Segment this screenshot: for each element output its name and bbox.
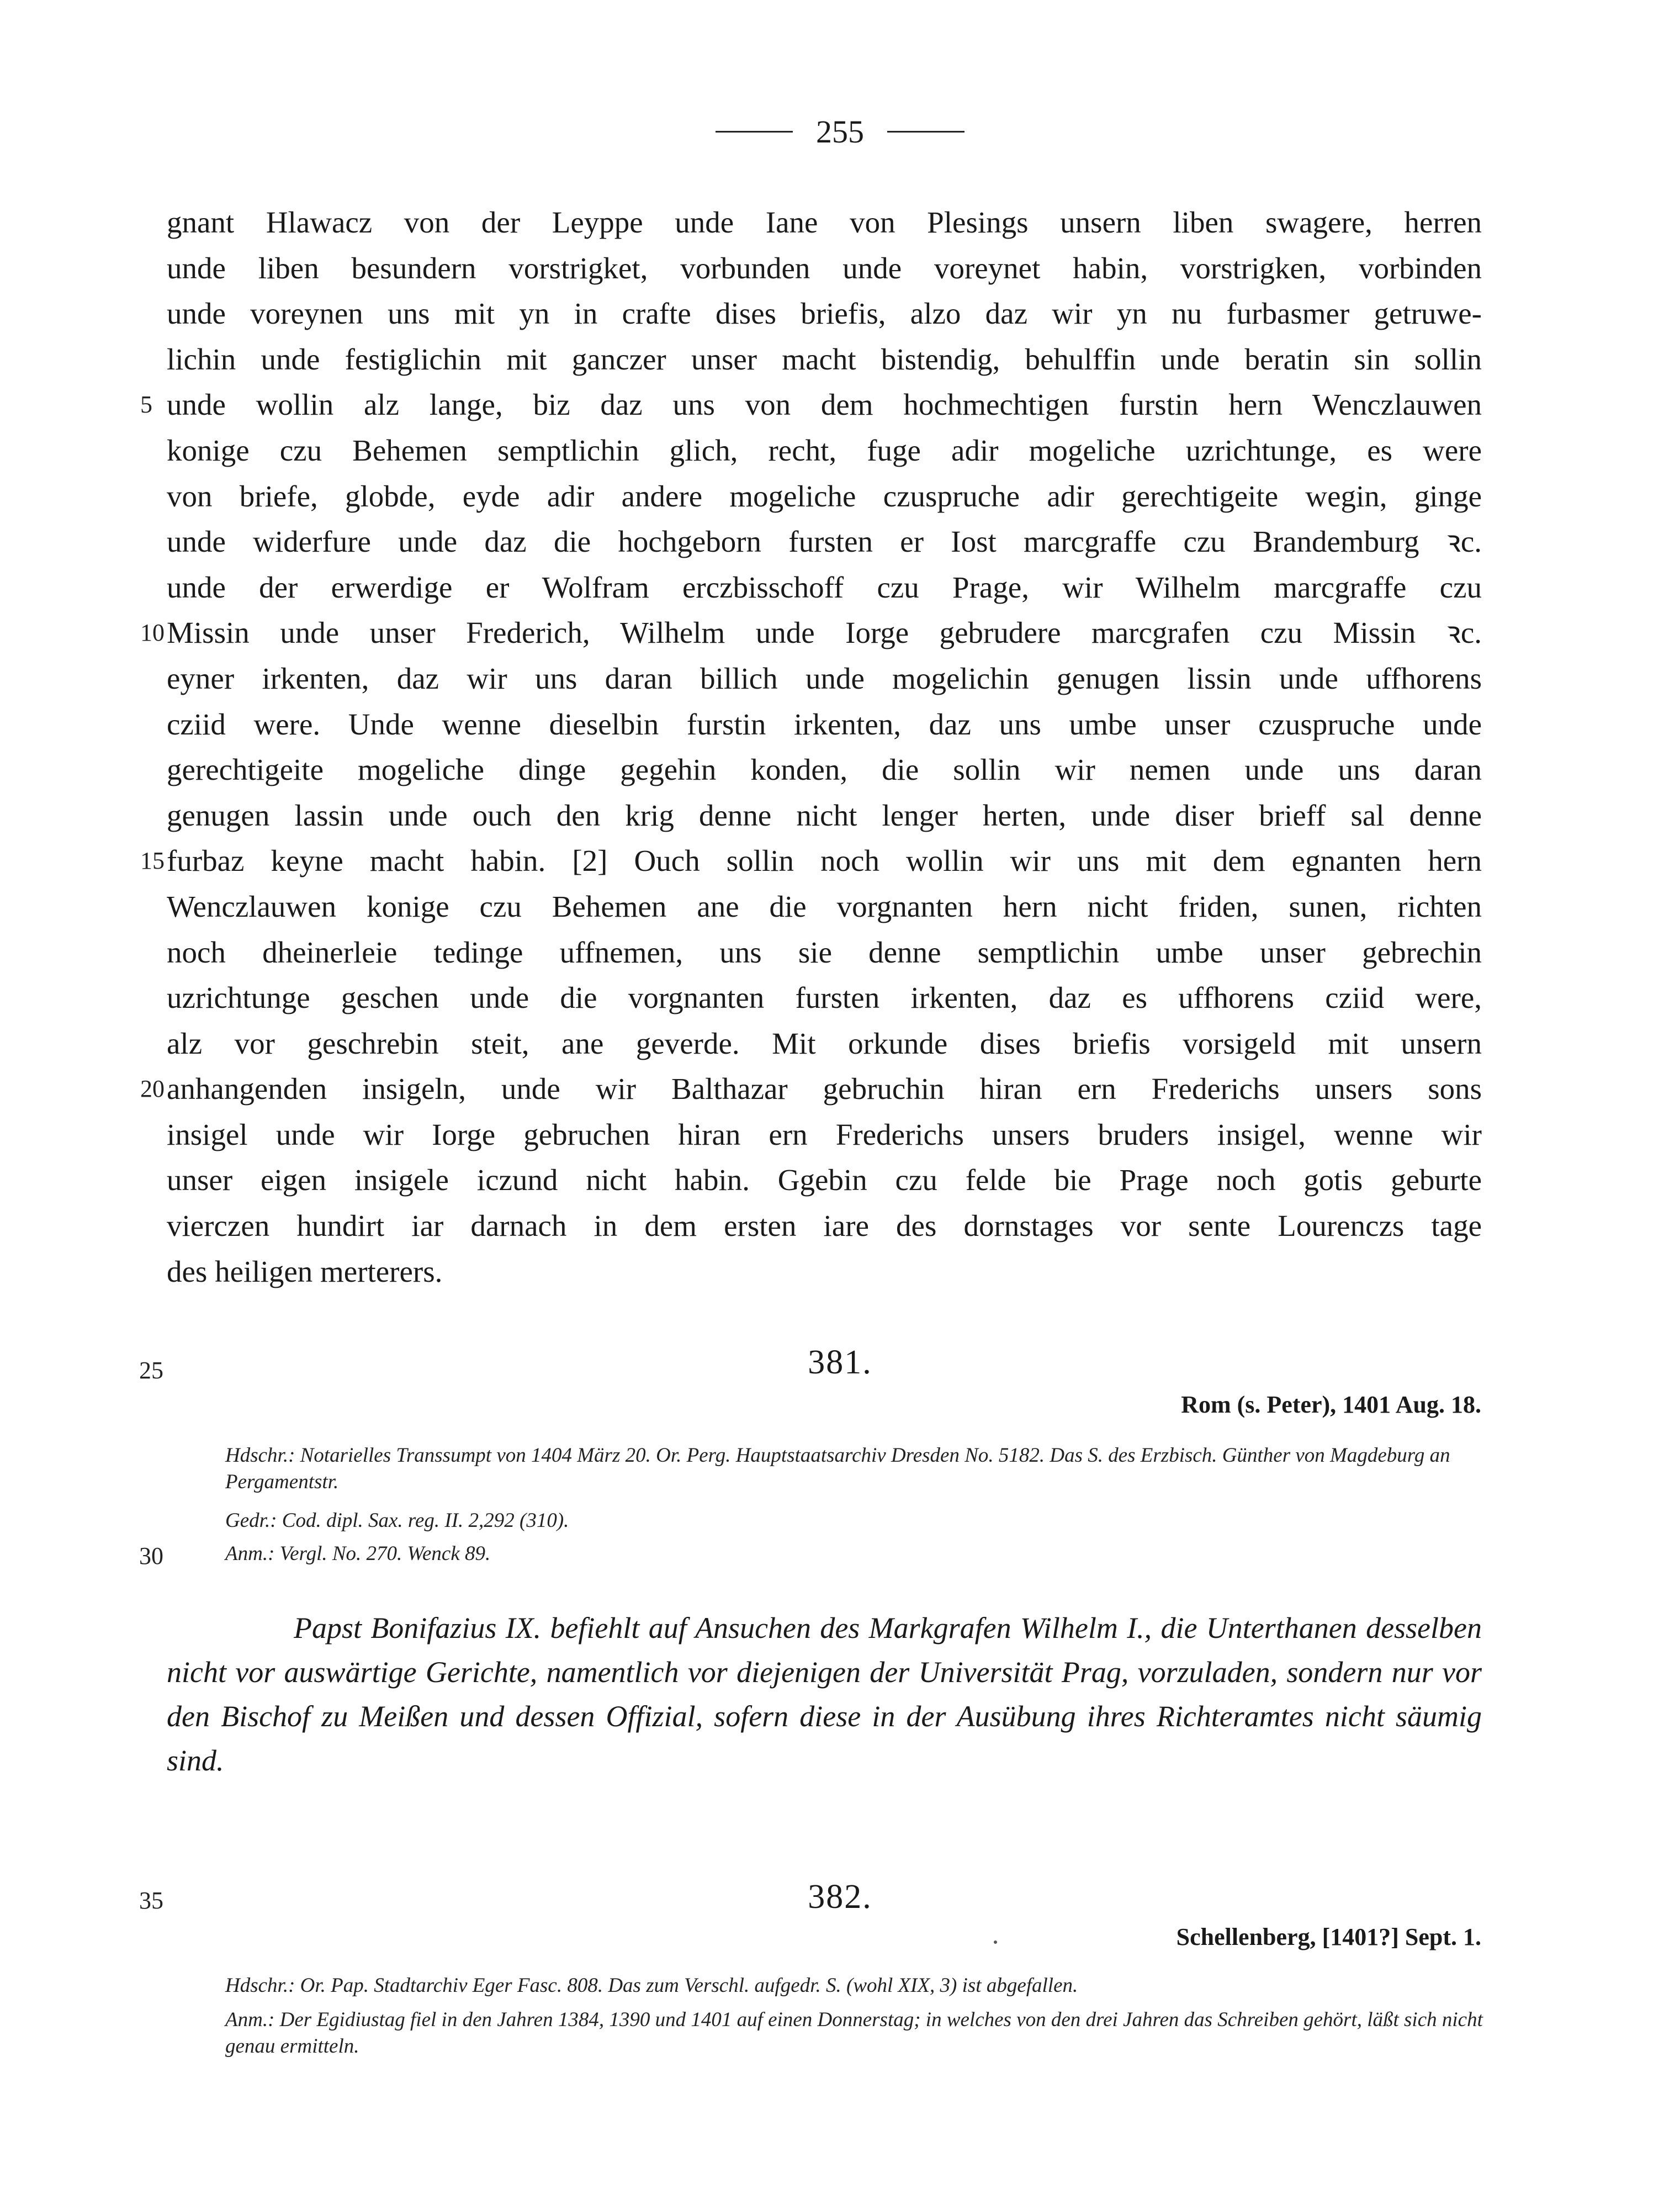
text-line — [140, 838, 1482, 884]
text-line-content: uzrichtunge geschen unde die vorgnanten fursten irkenten, daz es uffhorens cziid were, — [167, 981, 1482, 1015]
line-number: 15 — [140, 847, 165, 875]
text-line-content: gerechtigeite mogeliche dinge gegehin konden, die sollin wir nemen unde uns daran — [167, 753, 1482, 787]
header-rule-right — [887, 131, 964, 133]
line-number: 10 — [140, 619, 165, 647]
text-line — [167, 291, 1482, 337]
text-line-content: genugen lassin unde ouch den krig denne nicht lenger herten, unde diser brieff sal denne — [167, 798, 1482, 832]
manuscript-note-382: Hdschr.: Or. Pap. Stadtarchiv Eger Fasc. 808. Das zum Verschl. aufgedr. S. (wohl XIX, 3) ist abgefallen. — [225, 1974, 1078, 1997]
line-number: 5 — [140, 391, 152, 419]
text-line-content: anhangenden insigeln, unde wir Balthazar gebruchin hiran ern Frederichs unsers sons — [167, 1072, 1482, 1106]
text-line — [167, 702, 1482, 748]
text-line-content: Wenczlauwen konige czu Behemen ane die vorgnanten hern nicht friden, sunen, richten — [167, 889, 1482, 923]
place-date-381: Rom (s. Peter), 1401 Aug. 18. — [1181, 1391, 1481, 1418]
text-line — [167, 565, 1482, 611]
text-line — [167, 1112, 1482, 1158]
text-line-content: unser eigen insigele iczund nicht habin. Ggebin czu felde bie Prage noch gotis geburte — [167, 1163, 1482, 1197]
text-line-content: gnant Hlawacz von der Leyppe unde Iane von Plesings unsern liben swagere, herren — [167, 205, 1482, 239]
text-line — [167, 337, 1482, 383]
text-line — [140, 610, 1482, 656]
text-line-content: unde widerfure unde daz die hochgeborn fursten er Iost marcgraffe czu Brandemburg ꝛc. — [167, 525, 1482, 559]
text-line — [167, 200, 1482, 246]
text-line-content: cziid were. Unde wenne dieselbin furstin irkenten, daz uns umbe unser czuspruche unde — [167, 707, 1482, 741]
text-line-content: von briefe, globde, eyde adir andere mogeliche czuspruche adir gerechtigeite wegin, ginge — [167, 479, 1482, 513]
text-line — [167, 246, 1482, 292]
text-line — [167, 519, 1482, 565]
place-date-382: Schellenberg, [1401?] Sept. 1. — [1176, 1923, 1481, 1950]
text-line — [167, 1157, 1482, 1203]
text-line — [167, 930, 1482, 976]
line-number-25: 25 — [139, 1357, 163, 1384]
text-line — [140, 382, 1482, 428]
text-line-content: furbaz keyne macht habin. [2] Ouch sollin noch wollin wir uns mit dem egnanten hern — [167, 844, 1482, 878]
remark-note-382: Anm.: Der Egidiustag fiel in den Jahren 1384, 1390 und 1401 auf einen Donnerstag; in welches von den drei Jahren das Schreiben gehört, läßt sich nicht genau ermitteln. — [225, 2008, 1483, 2058]
line-number: 20 — [140, 1075, 165, 1103]
text-line — [167, 1021, 1482, 1067]
text-line — [167, 428, 1482, 474]
text-line-content: lichin unde festiglichin mit ganczer unser macht bistendig, behulffin unde beratin sin sollin — [167, 342, 1482, 376]
print-note-381: Gedr.: Cod. dipl. Sax. reg. II. 2,292 (310). — [225, 1509, 569, 1532]
text-line-content: eyner irkenten, daz wir uns daran billich unde mogelichin genugen lissin unde uffhorens — [167, 661, 1482, 695]
text-line — [167, 656, 1482, 702]
text-line-content: unde voreynen uns mit yn in crafte dises briefis, alzo daz wir yn nu furbasmer getruwe- — [167, 297, 1482, 331]
text-line-content: Missin unde unser Frederich, Wilhelm unde Iorge gebrudere marcgrafen czu Missin ꝛc. — [167, 616, 1482, 650]
line-number-30: 30 — [139, 1542, 163, 1569]
text-line-content: konige czu Behemen semptlichin glich, recht, fuge adir mogeliche uzrichtunge, es were — [167, 433, 1482, 467]
text-line — [167, 975, 1482, 1021]
text-line-content: alz vor geschrebin steit, ane geverde. Mit orkunde dises briefis vorsigeld mit unsern — [167, 1026, 1482, 1060]
text-line — [167, 884, 1482, 930]
charter-text — [140, 200, 1482, 1294]
text-line — [140, 1066, 1482, 1112]
ink-speck — [994, 1941, 997, 1944]
summary-381: Papst Bonifazius IX. befiehlt auf Ansuchen des Markgrafen Wilhelm I., die Unterthanen desselben nicht vor auswärtige Gerichte, namentlich vor diejenigen der Universität Prag, vorzuladen, sondern nur vor den Bischof zu Meißen und dessen Offizial, sofern diese in der Ausübung ihres Richteramtes nicht säumig sind. — [167, 1611, 1482, 1777]
text-line-content: vierczen hundirt iar darnach in dem ersten iare des dornstages vor sente Lourenczs tage — [167, 1209, 1482, 1243]
document-number-382: 382. — [808, 1878, 872, 1916]
text-line-content: insigel unde wir Iorge gebruchen hiran ern Frederichs unsers bruders insigel, wenne wir — [167, 1117, 1482, 1151]
text-line — [167, 1203, 1482, 1249]
text-line — [167, 747, 1482, 793]
header-rule-left — [716, 131, 793, 133]
text-line-content: noch dheinerleie tedinge uffnemen, uns sie denne semptlichin umbe unser gebrechin — [167, 935, 1482, 969]
page-number: 255 — [816, 114, 864, 150]
text-line — [167, 1249, 1482, 1295]
document-number-381: 381. — [808, 1344, 872, 1381]
remark-note-381: Anm.: Vergl. No. 270. Wenck 89. — [225, 1542, 491, 1565]
text-line — [167, 474, 1482, 520]
text-line-content: des heiligen merterers. — [167, 1254, 443, 1288]
text-line-content: unde wollin alz lange, biz daz uns von dem hochmechtigen furstin hern Wenczlauwen — [167, 388, 1482, 422]
manuscript-note-381: Hdschr.: Notarielles Transsumpt von 1404 März 20. Or. Perg. Hauptstaatsarchiv Dresden No. 5182. Das S. des Erzbisch. Günther von Magdeburg an Pergamentstr. — [225, 1444, 1450, 1493]
line-number-35: 35 — [139, 1887, 163, 1914]
text-line-content: unde liben besundern vorstrigket, vorbunden unde voreynet habin, vorstrigken, vorbinden — [167, 251, 1482, 285]
text-line — [167, 793, 1482, 839]
page-header — [0, 113, 1680, 150]
text-line-content: unde der erwerdige er Wolfram erczbisschoff czu Prage, wir Wilhelm marcgraffe czu — [167, 570, 1482, 604]
